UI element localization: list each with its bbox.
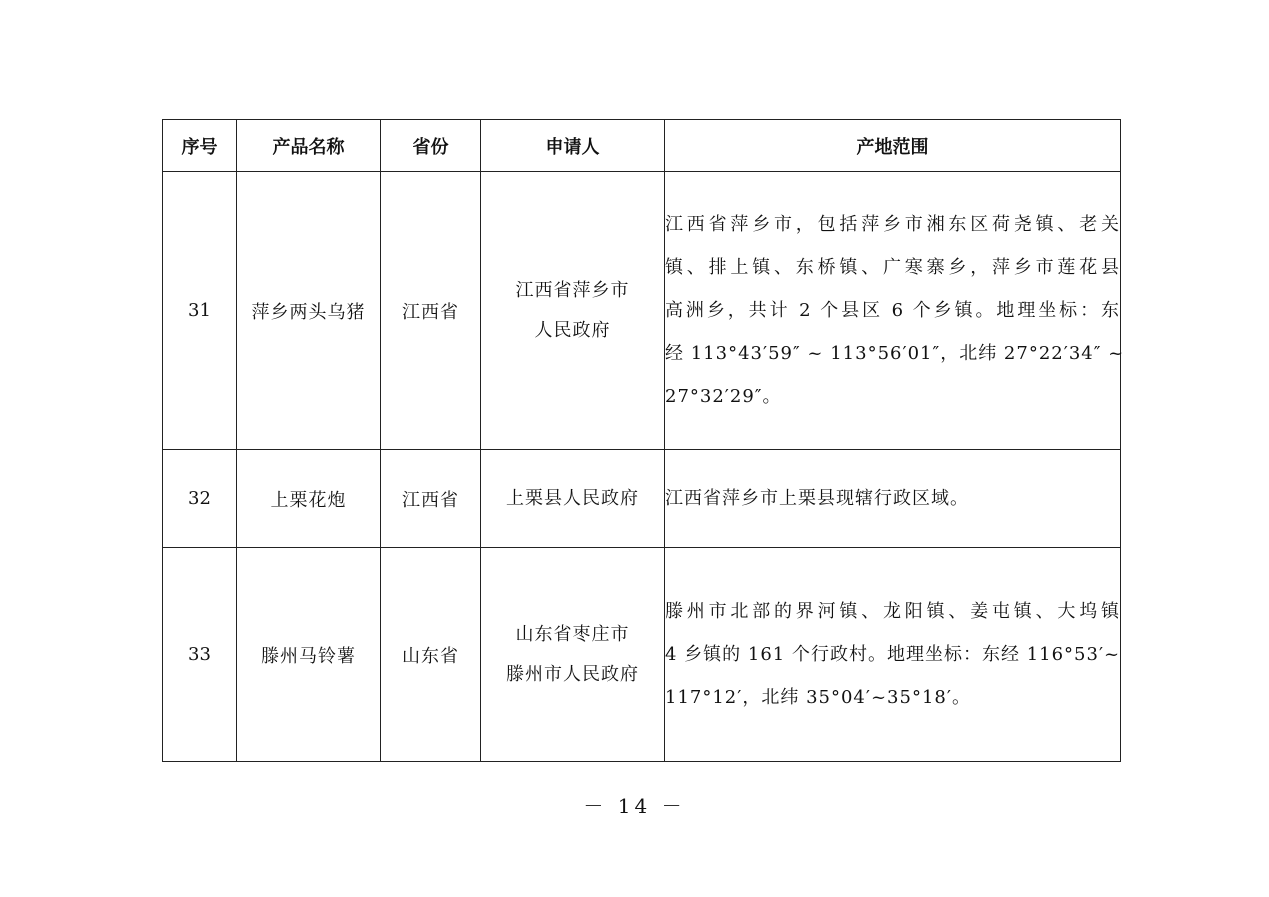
cell-applicant [481, 450, 665, 548]
cell-index: 33 [163, 548, 237, 762]
geo-indication-table [162, 119, 1125, 762]
range-line: 江西省萍乡市，包括萍乡市湘东区荷尧镇、老关 [665, 214, 1120, 235]
applicant-line: 人民政府 [534, 319, 611, 341]
applicant-line: 滕州市人民政府 [506, 663, 639, 685]
cell-production-range [665, 450, 1121, 548]
range-line: 江西省萍乡市上栗县现辖行政区域。 [665, 488, 969, 509]
table-header-row [163, 120, 1121, 172]
applicant-line: 山东省枣庄市 [515, 623, 630, 645]
page-number: － 14 － [583, 794, 686, 818]
header-province: 省份 [381, 120, 481, 172]
header-product-name: 产品名称 [237, 120, 381, 172]
header-production-range: 产地范围 [665, 120, 1121, 172]
header-applicant: 申请人 [481, 120, 665, 172]
cell-applicant [481, 172, 665, 450]
range-line: 镇、排上镇、东桥镇、广寒寨乡，萍乡市莲花县 [665, 257, 1120, 278]
range-line: 27°32′29″。 [665, 386, 782, 407]
applicant-line: 江西省萍乡市 [515, 279, 630, 301]
applicant-line: 上栗县人民政府 [506, 487, 639, 509]
range-line: 117°12′，北纬 35°04′~35°18′。 [665, 687, 971, 708]
table-row [163, 548, 1121, 762]
cell-product-name: 滕州马铃薯 [237, 548, 381, 762]
cell-product-name: 萍乡两头乌猪 [237, 172, 381, 450]
cell-product-name: 上栗花炮 [237, 450, 381, 548]
table-row [163, 450, 1121, 548]
cell-applicant [481, 548, 665, 762]
cell-index: 31 [163, 172, 237, 450]
cell-production-range [665, 172, 1125, 450]
range-line: 滕州市北部的界河镇、龙阳镇、姜屯镇、大坞镇 [665, 601, 1120, 622]
range-line: 高洲乡，共计 2 个县区 6 个乡镇。地理坐标：东 [665, 300, 1120, 321]
header-index: 序号 [163, 120, 237, 172]
table-row [163, 172, 1121, 450]
cell-province: 山东省 [381, 548, 481, 762]
cell-index: 32 [163, 450, 237, 548]
cell-province: 江西省 [381, 172, 481, 450]
cell-province: 江西省 [381, 450, 481, 548]
cell-production-range [665, 548, 1121, 762]
range-line: 4 乡镇的 161 个行政村。地理坐标：东经 116°53′~ [665, 644, 1121, 665]
range-line: 经 113°43′59″ ~ 113°56′01″，北纬 27°22′34″ ~ [665, 343, 1125, 364]
